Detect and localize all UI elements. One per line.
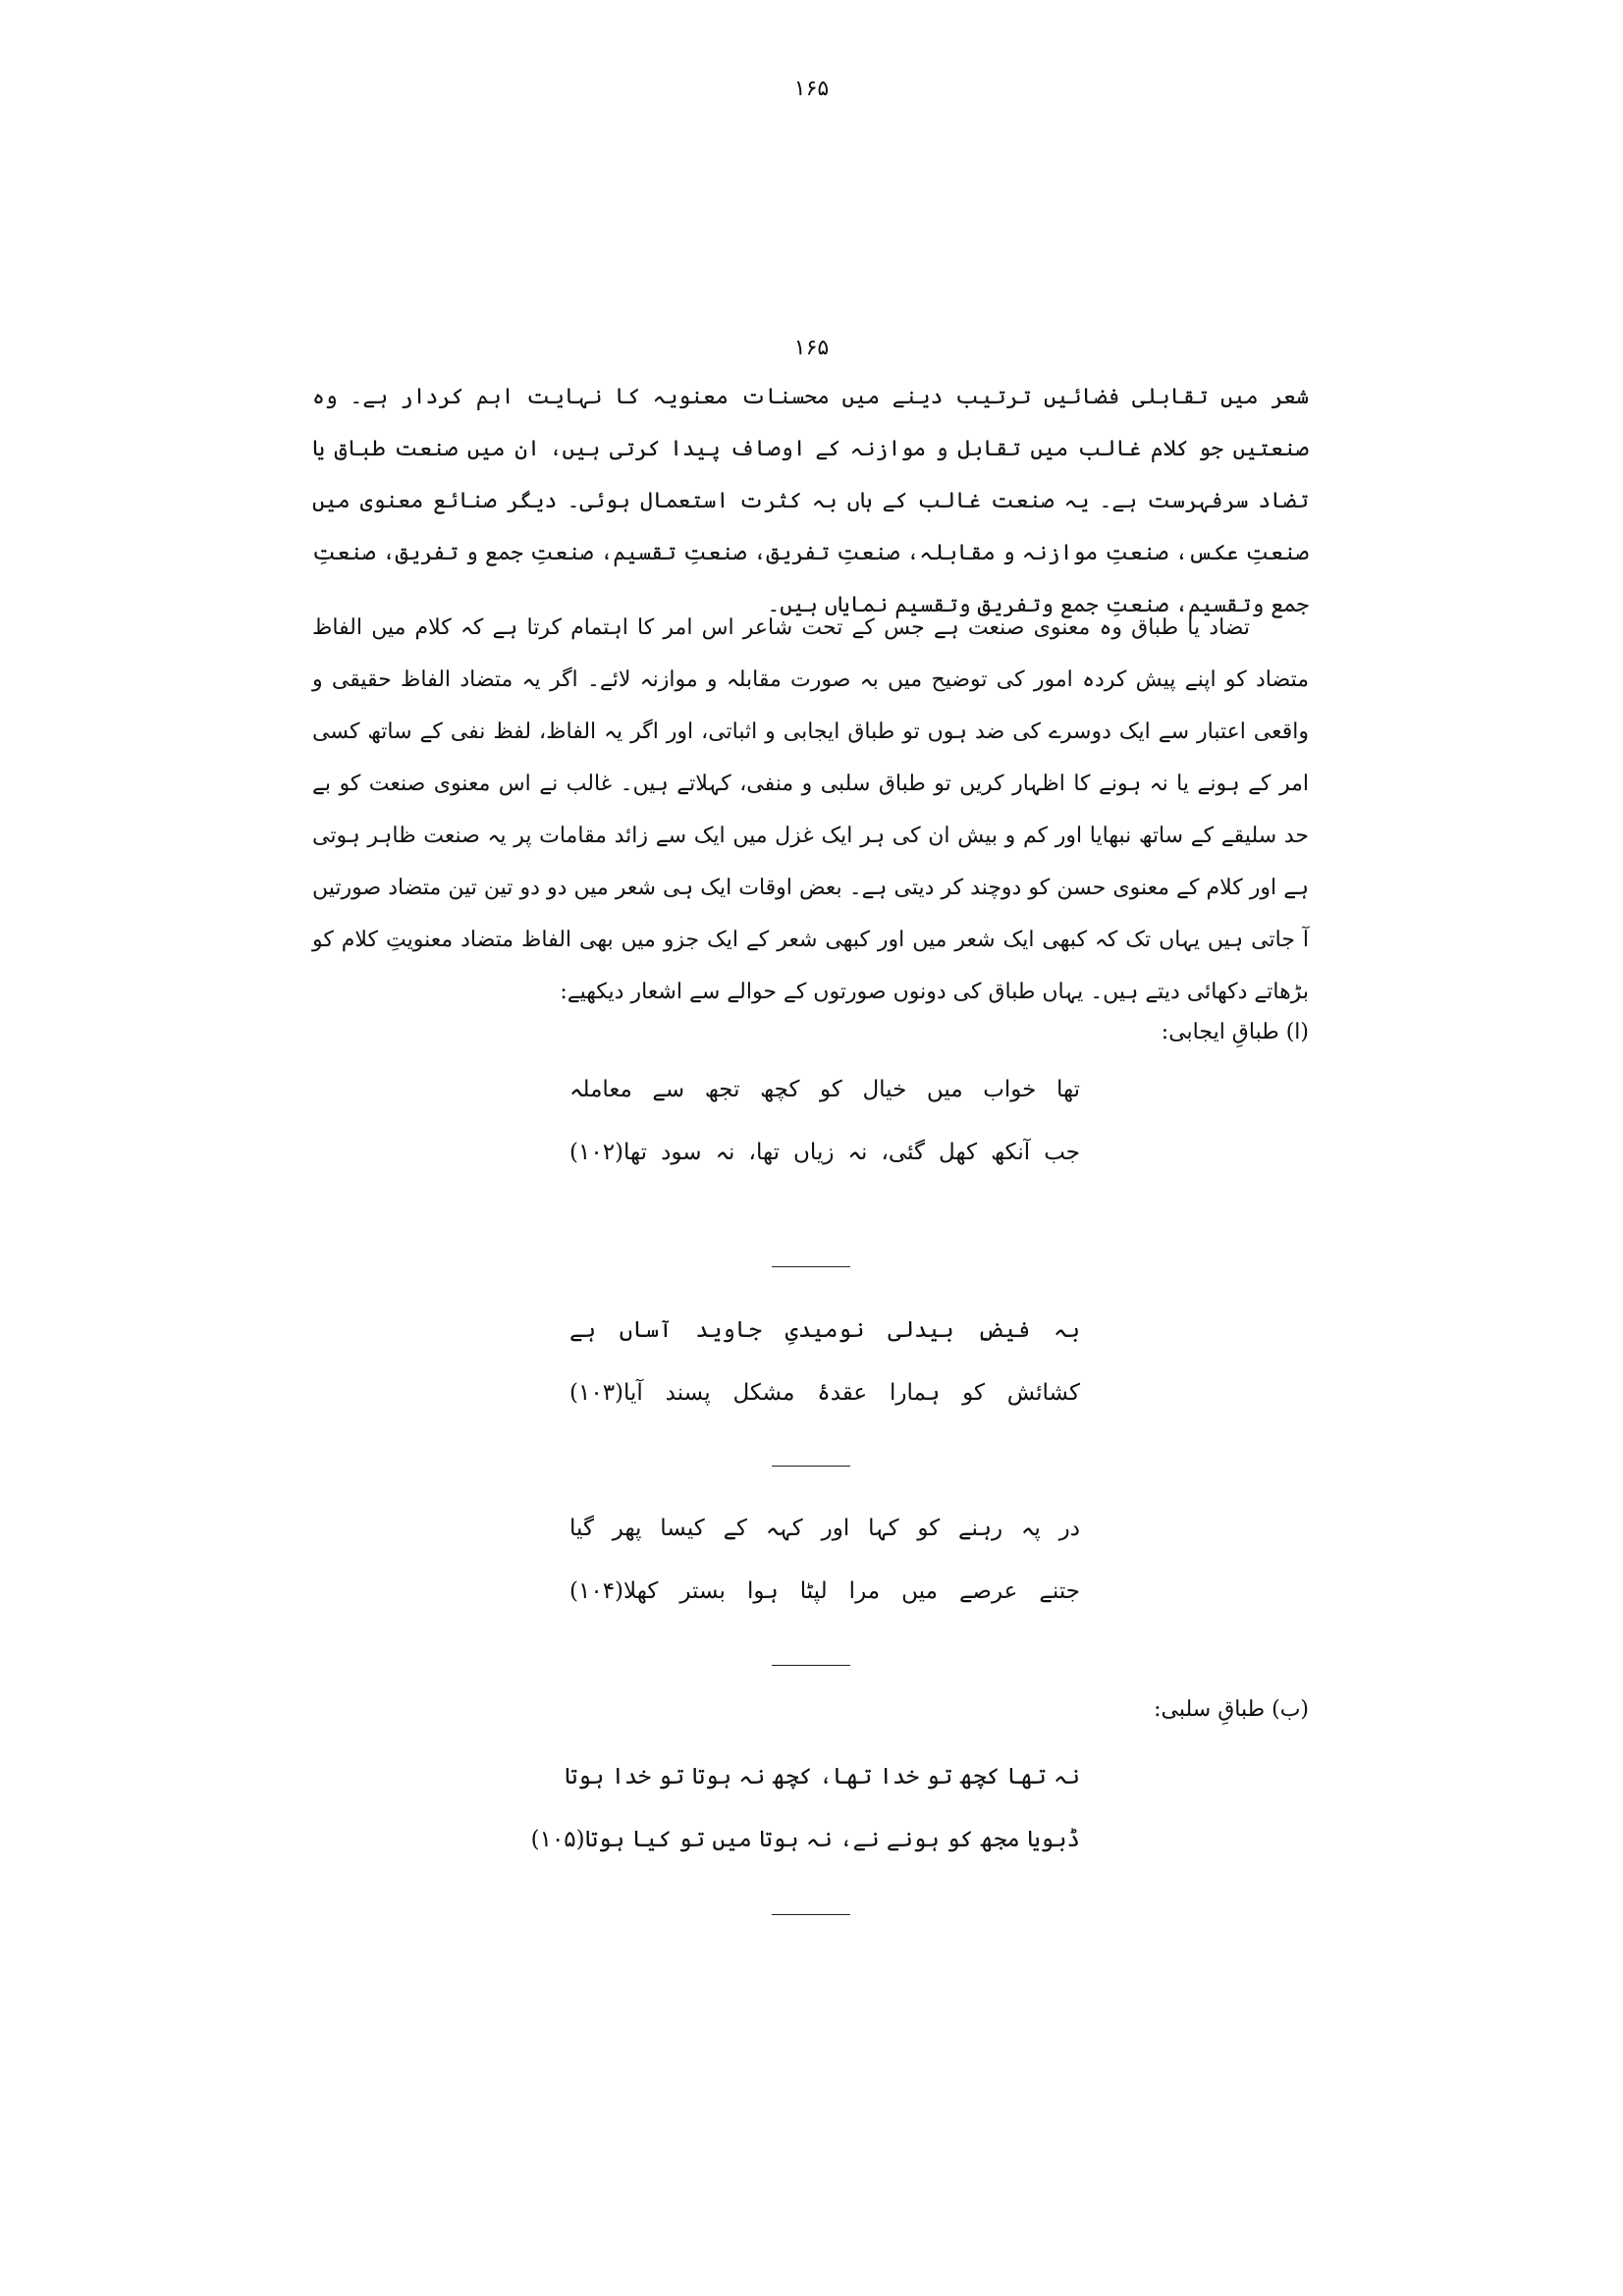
misra-second: جتنے عرصے میں مرا لپٹا ہوا بستر کھلا(۱۰۴) [569,1578,1080,1604]
couplet-separator [772,1914,850,1915]
couplet-separator [772,1466,850,1467]
misra-second: ڈبویا مجھ کو ہونے نے، نہ ہوتا میں تو کیا ہوتا(۱۰۵) [530,1827,1080,1852]
misra-first: تھا خواب میں خیال کو کچھ تجھ سے معاملہ [569,1077,1080,1102]
misra-second: جب آنکھ کھل گئی، نہ زیاں تھا، نہ سود تھا(۱۰۲) [569,1140,1080,1165]
section-heading-ijabi: (ا) طباقِ ایجابی: [1161,1020,1309,1044]
couplet-2 [569,1299,1080,1424]
page-number-inner: ۱۶۵ [793,336,830,360]
couplet-1 [569,1058,1080,1184]
misra-first: نہ تھا کچھ تو خدا تھا، کچھ نہ ہوتا تو خدا ہوتا [564,1764,1080,1789]
misra-first: بہ فیضِ بیدلی نومیدیِ جاوید آساں ہے [569,1317,1080,1343]
couplet-4 [530,1745,1080,1871]
misra-first: در پہ رہنے کو کہا اور کہہ کے کیسا پھر گیا [569,1516,1080,1541]
couplet-3 [569,1497,1080,1623]
couplet-separator [772,1665,850,1666]
section-heading-salbi: (ب) طباقِ سلبی: [1154,1697,1309,1722]
page-number-top: ۱۶۵ [793,77,830,101]
paragraph-tazad: تضاد یا طباق وہ معنوی صنعت ہے جس کے تحت شاعر اس امر کا اہتمام کرتا ہے کہ کلام میں الفاظ متضاد کو اپنے پیش کردہ امور کی توضیح میں بہ صورت مقابلہ و موازنہ لائے۔ اگر یہ متضاد الفاظ حقیقی و واقعی اعتبار سے ایک دوسرے کی ضد ہوں تو طباق ایجابی و اثباتی، اور اگر یہ الفاظ، لفظ نفی کے ساتھ کسی امر کے ہونے یا نہ ہونے کا اظہار کریں تو طباق سلبی و منفی، کہلاتے ہیں۔ غالب نے اس معنوی صنعت کو بے حد سلیقے کے ساتھ نبھایا اور کم و بیش ان کی ہر ایک غزل میں ایک سے زائد مقامات پر یہ صنعت ظاہر ہوتی ہے اور کلام کے معنوی حسن کو دوچند کر دیتی ہے۔ بعض اوقات ایک ہی شعر میں دو دو تین تین متضاد صورتیں آ جاتی ہیں یہاں تک کہ کبھی ایک شعر میں اور کبھی شعر کے ایک جزو میں بھی الفاظ متضاد معنویتِ کلام کو بڑھاتے دکھائی دیتے ہیں۔ یہاں طباق کی دونوں صورتوں کے حوالے سے اشعار دیکھیے: [312,615,1309,1004]
couplet-separator [772,1266,850,1267]
paragraph-intro: شعر میں تقابلی فضائیں ترتیب دینے میں محسنات معنویہ کا نہایت اہم کردار ہے۔ وہ صنعتیں جو کلام غالب میں تقابل و موازنہ کے اوصاف پیدا کرتی ہیں، ان میں صنعت طباق یا تضاد سرفہرست ہے۔ یہ صنعت غالب کے ہاں بہ کثرت استعمال ہوئی۔ دیگر صنائع معنوی میں صنعتِ عکس، صنعتِ موازنہ و مقابلہ، صنعتِ تفریق، صنعتِ تقسیم، صنعتِ جمع و تفریق، صنعتِ جمع وتقسیم، صنعتِ جمع وتفریق وتقسیم نمایاں ہیں۔ [312,385,1309,617]
misra-second: کشائش کو ہمارا عقدۂ مشکل پسند آیا(۱۰۳) [569,1380,1080,1406]
